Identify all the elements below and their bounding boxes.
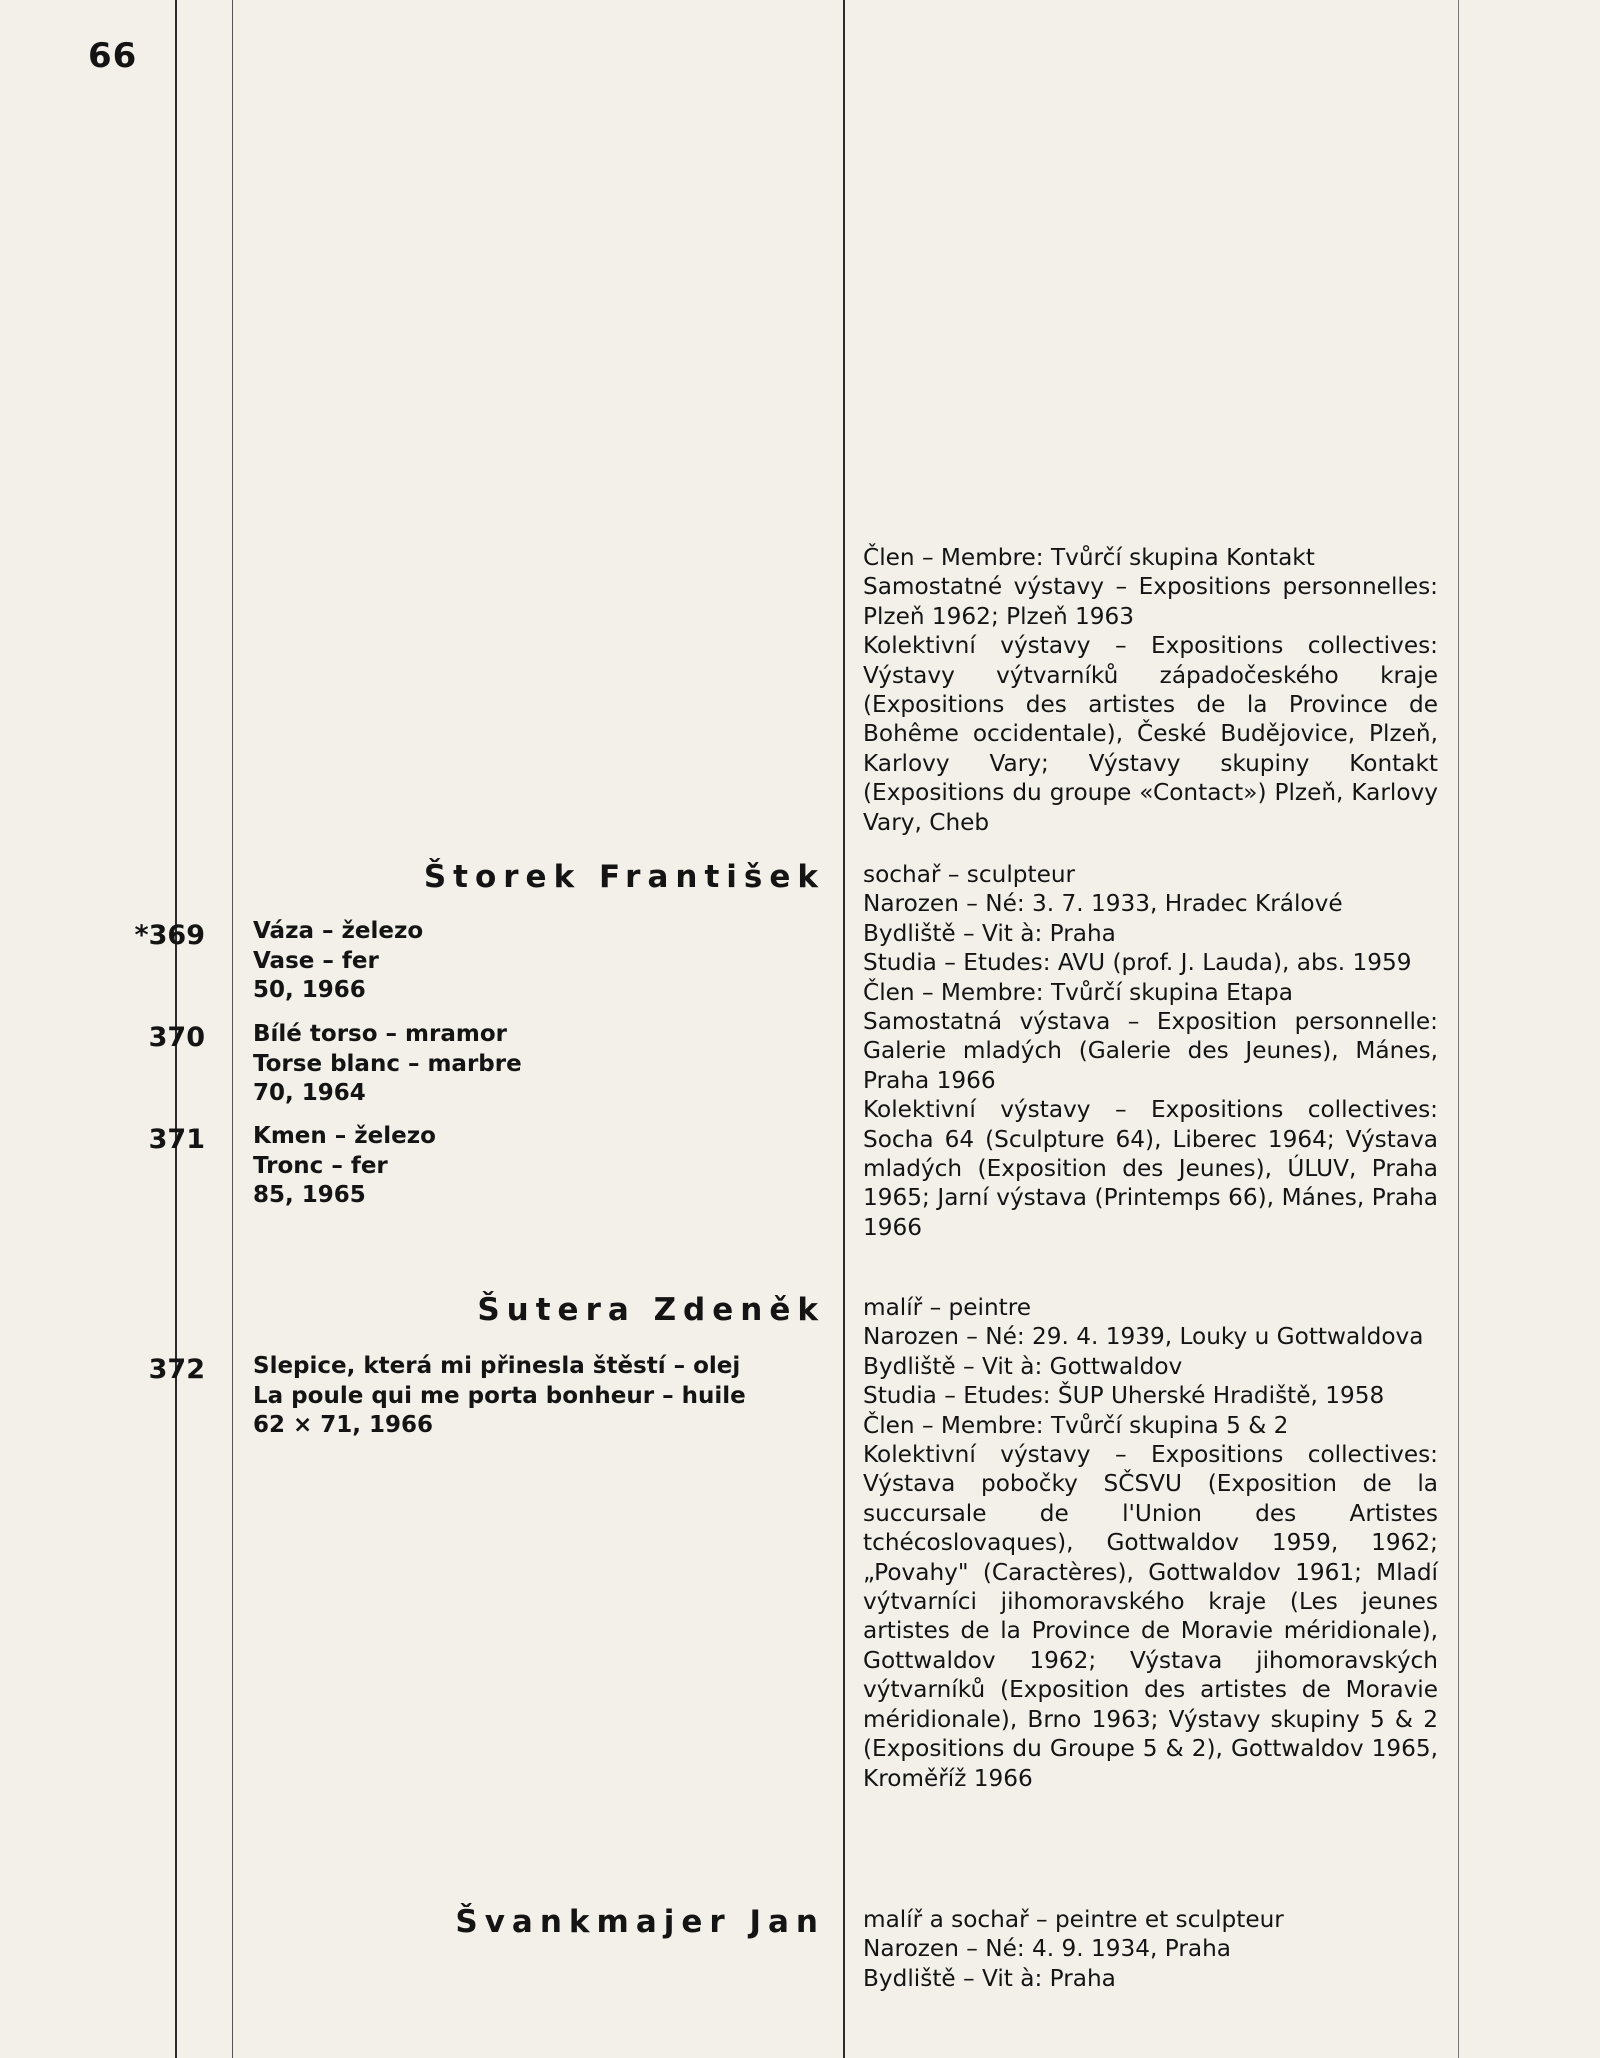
work-line: 85, 1965 [253,1182,366,1208]
bio-paragraph: malíř a sochař – peintre et sculpteur [863,1906,1284,1933]
bio-paragraph: Samostatná výstava – Exposition personnelle: Galerie mladých (Galerie des Jeunes), Mánes, Praha 1966 [863,1008,1438,1094]
bio-paragraph: Samostatné výstavy – Expositions personnelles: Plzeň 1962; Plzeň 1963 [863,573,1438,630]
work-line: La poule qui me porta bonheur – huile [253,1382,746,1409]
bio-paragraph: Člen – Membre: Tvůrčí skupina Etapa [863,978,1293,1006]
work-line: Vase – fer [253,947,379,974]
column-rule [232,0,233,2058]
work-number: 370 [148,1022,205,1053]
bio-paragraph: Bydliště – Vit à: Praha [863,1964,1116,1992]
work-line: 62 × 71, 1966 [253,1412,434,1438]
bio-paragraph: Kolektivní výstavy – Expositions collectives: Výstava pobočky SČSVU (Exposition de la succursale de l'Union des Artistes tchécoslovaques), Gottwaldov 1959, 1962; „Povahy" (Caractères), Gottwaldov 1961; Mladí výtvarníci jihomoravského kraje (Les jeunes artistes de la Province de Moravie méridionale), Gottwaldov 1962; Výstava jihomoravských výtvarníků (Exposition des artistes de Moravie méridionale), Brno 1963; Výstavy skupiny 5 & 2 (Expositions du Groupe 5 & 2), Gottwaldov 1965, Kroměříž 1966 [863,1441,1438,1792]
work-line: Torse blanc – marbre [253,1050,522,1077]
bio-paragraph: Narozen – Né: 29. 4. 1939, Louky u Gottwaldova [863,1323,1424,1351]
artist-name: Štorek František [423,859,825,895]
previous-artist-bio [863,543,1438,837]
work-number: 372 [148,1354,205,1385]
artist-name: Švankmajer Jan [455,1904,825,1940]
bio-paragraph: Studia – Etudes: AVU (prof. J. Lauda), abs. 1959 [863,949,1412,977]
column-rule [843,0,845,2058]
bio-paragraph: malíř – peintre [863,1294,1032,1321]
bio-paragraph: Studia – Etudes: ŠUP Uherské Hradiště, 1958 [863,1382,1385,1410]
column-rule [1458,0,1459,2058]
bio-paragraph: Bydliště – Vit à: Praha [863,919,1116,947]
bio-paragraph: Člen – Membre: Tvůrčí skupina 5 & 2 [863,1411,1289,1439]
bio-paragraph: Bydliště – Vit à: Gottwaldov [863,1352,1183,1380]
work-line: Slepice, která mi přinesla štěstí – olej [253,1353,741,1379]
work-line: Váza – železo [253,918,424,944]
work-line: Bílé torso – mramor [253,1021,507,1047]
bio-paragraph: Kolektivní výstavy – Expositions collectives: Socha 64 (Sculpture 64), Liberec 1964; Výstava mladých (Exposition des Jeunes), ÚLUV, Praha 1965; Jarní výstava (Printemps 66), Mánes, Praha 1966 [863,1096,1438,1241]
artist-bio [863,1293,1438,1793]
work-number: *369 [134,920,205,951]
artist-bio [863,1905,1438,1993]
artist-name: Šutera Zdeněk [477,1292,825,1328]
bio-paragraph: Kolektivní výstavy – Expositions collectives: Výstavy výtvarníků západočeského kraje (Expositions des artistes de la Province de Bohême occidentale), České Budějovice, Plzeň, Karlovy Vary; Výstavy skupiny Kontakt (Expositions du groupe «Contact») Plzeň, Karlovy Vary, Cheb [863,632,1438,836]
work-number: 371 [148,1124,205,1155]
work-line: 70, 1964 [253,1080,366,1106]
work-line: Kmen – železo [253,1123,436,1149]
bio-paragraph: Narozen – Né: 4. 9. 1934, Praha [863,1935,1231,1963]
work-line: 50, 1966 [253,977,366,1003]
bio-paragraph: Člen – Membre: Tvůrčí skupina Kontakt [863,544,1315,571]
work-description [253,1020,813,1109]
work-description [253,1352,813,1441]
bio-paragraph: Narozen – Né: 3. 7. 1933, Hradec Králové [863,890,1343,918]
bio-paragraph: sochař – sculpteur [863,861,1076,888]
work-description [253,1122,813,1211]
page-number: 66 [88,36,138,76]
artist-bio [863,860,1438,1242]
work-line: Tronc – fer [253,1152,388,1179]
work-description [253,917,813,1006]
